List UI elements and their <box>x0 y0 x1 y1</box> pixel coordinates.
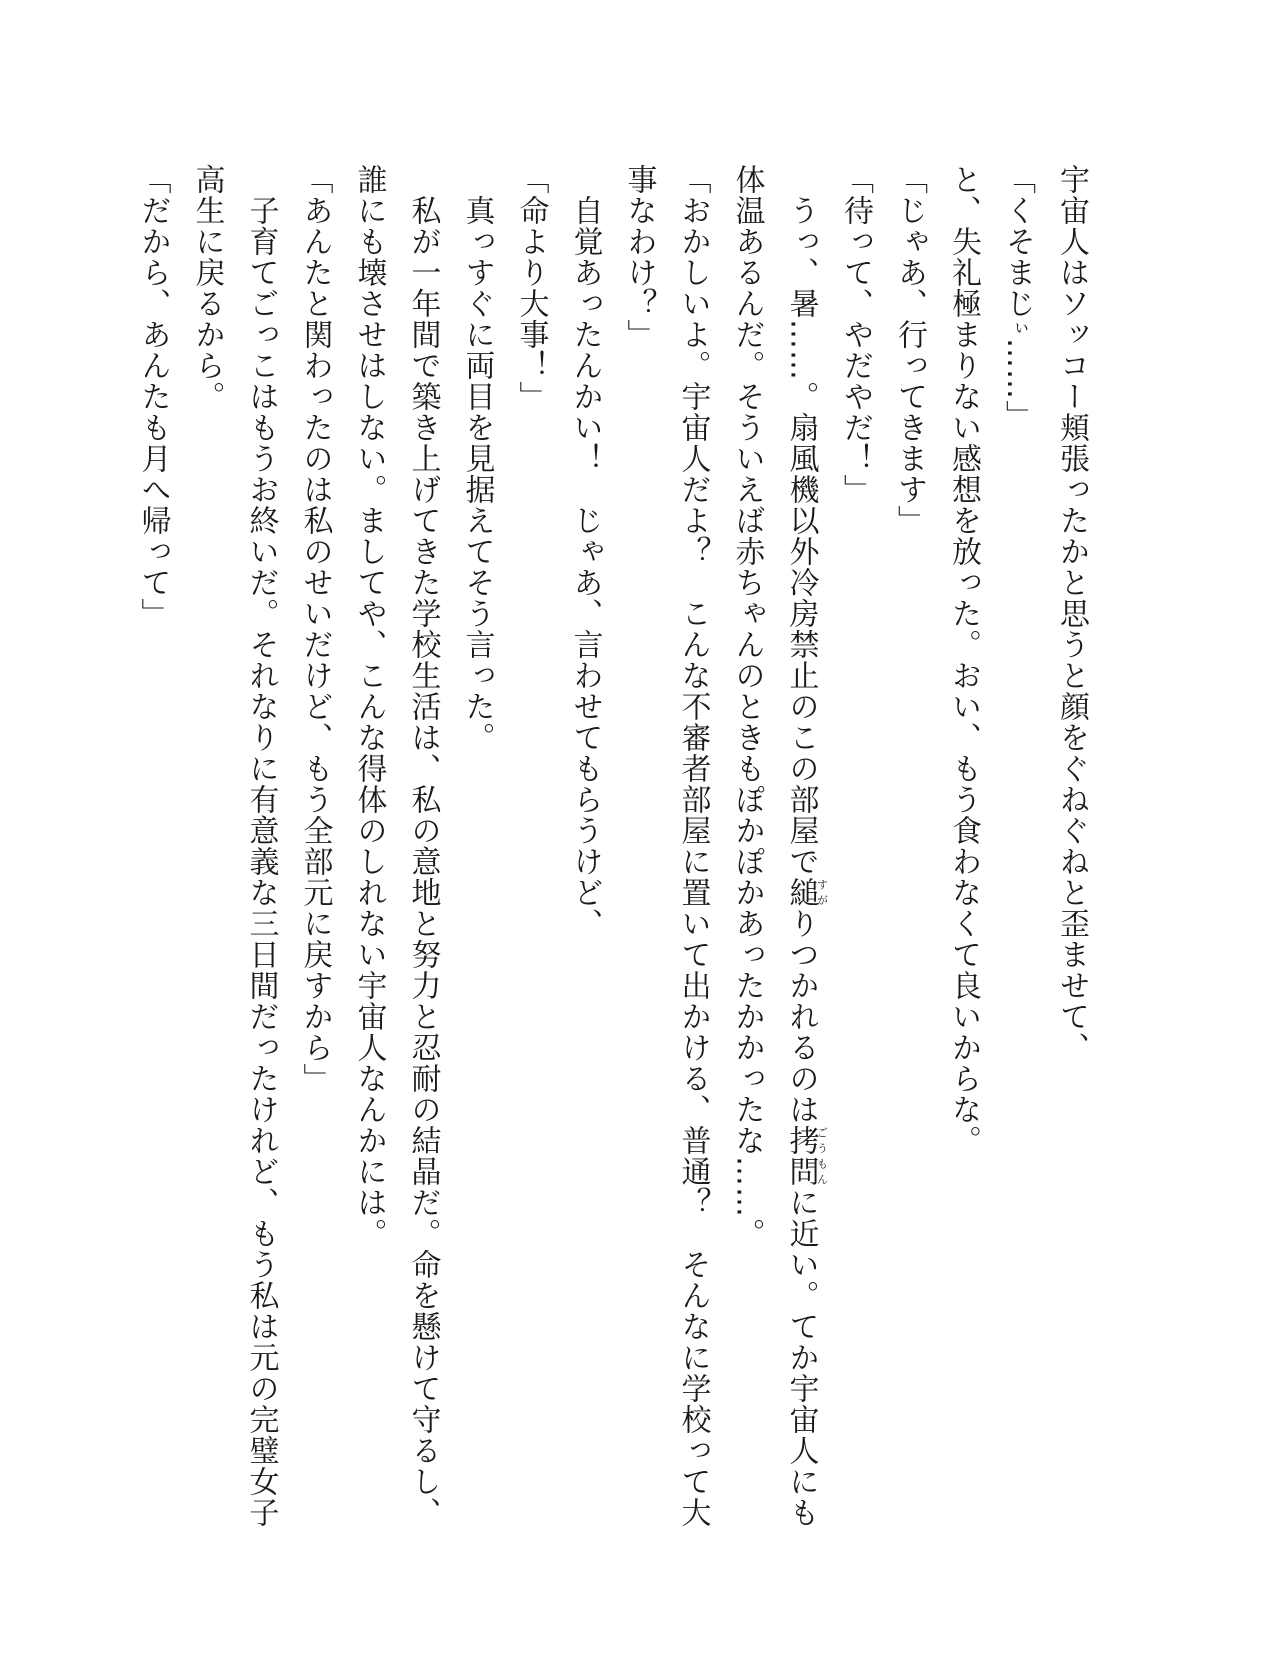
text-fragment: ……」 <box>1000 338 1035 431</box>
text-line: 体温あるんだ。そういえば赤ちゃんのときもぽかぽかあったかかったな……。 <box>729 164 765 1249</box>
text-line: 誰にも壊させはしない。ましてや、こんな得体のしれない宇宙人なんかには。 <box>351 164 387 1249</box>
text-line: 「じゃあ、行ってきます」 <box>892 164 927 536</box>
text-fragment: りつかれるのは <box>783 908 819 1125</box>
text-fragment: うっ、暑……。扇風機以外冷房禁止のこの部屋で <box>783 164 819 877</box>
text-line <box>990 164 1044 1504</box>
ruby-word <box>783 1125 829 1187</box>
text-line: と、失礼極まりない感想を放った。おい、もう食わなくて良いからな。 <box>946 164 981 1156</box>
text-line: 真っすぐに両目を見据えてそう言った。 <box>459 164 495 753</box>
text-line: 高生に戻るから。 <box>189 164 225 412</box>
text-line: 子育てごっこはもうお終いだ。それなりに有意義な三日間だったけれど、もう私は元の完璧女子 <box>243 164 279 1528</box>
text-line: 私が一年間で築き上げてきた学校生活は、私の意地と努力と忍耐の結晶だ。命を懸けて守るし、 <box>405 164 441 1528</box>
text-line: 自覚あったんかい！ じゃあ、言わせてもらうけど、 <box>567 164 603 939</box>
ruby-base: 拷問 <box>783 1125 819 1187</box>
vertical-text-block <box>126 164 1099 1528</box>
text-line: 「おかしいよ。宇宙人だよ？ こんな不審者部屋に置いて出かける、普通？ そんなに学校って大 <box>675 164 711 1528</box>
ruby-reading: すが <box>815 877 829 908</box>
text-line: 「だから、あんたも月へ帰って」 <box>135 164 171 629</box>
ruby-reading: ごうもん <box>815 1125 829 1187</box>
text-fragment: 「くそまじ <box>1000 164 1035 319</box>
small-kana: ぃ <box>1007 319 1028 338</box>
text-line: 事なわけ？」 <box>621 164 657 350</box>
text-line: 「待って、やだやだ！」 <box>838 164 873 505</box>
text-line: 宇宙人はソッコー頬張ったかと思うと顔をぐねぐねと歪ませて、 <box>1054 164 1089 1063</box>
text-line: 「命より大事！」 <box>513 164 549 412</box>
text-fragment: に近い。てか宇宙人にも <box>783 1187 819 1528</box>
ruby-base: 縋 <box>783 877 819 908</box>
ruby-word <box>783 877 829 908</box>
text-line <box>774 164 829 1528</box>
text-line: 「あんたと関わったのは私のせいだけど、もう全部元に戻すから」 <box>297 164 333 1094</box>
